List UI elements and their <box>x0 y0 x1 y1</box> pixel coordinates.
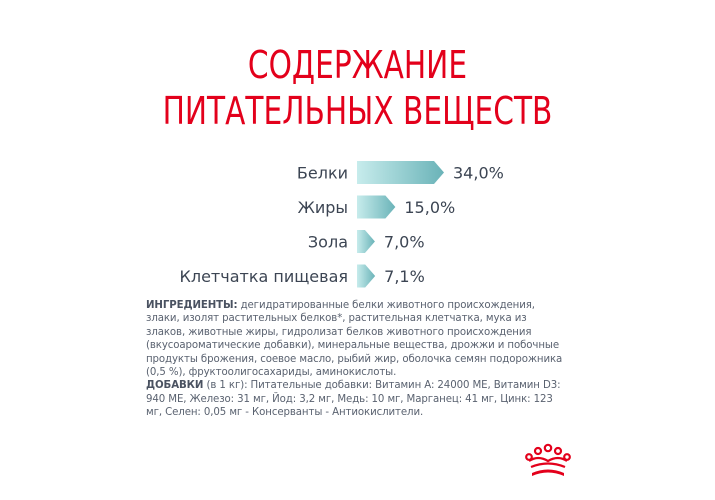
page-title-line-1: СОДЕРЖАНИЕ <box>247 43 468 87</box>
bar <box>357 161 444 184</box>
additives-heading: ДОБАВКИ <box>146 380 204 392</box>
ingredients-text: дегидратированные белки животного происхождения, злаки, изолят растительных белков*, растительная клетчатка, мука из злаков, животные жиры, гидролизат белков животного происхождения (вкусоароматические добавки), минеральные вещества, дрожжи и побочные продукты брожения, соевое масло, рыбий жир, оболочка семян подорожника (0,5 %), фруктоолигосахариды, аминокислоты. <box>146 300 563 379</box>
ingredients-paragraph <box>146 299 566 379</box>
value-label: 34,0% <box>453 163 504 183</box>
category-label: Зола <box>307 232 348 252</box>
category-label: Белки <box>296 163 348 183</box>
bar <box>357 265 375 288</box>
bar <box>357 230 375 253</box>
category-label: Жиры <box>297 198 348 217</box>
ingredients-block <box>146 299 566 420</box>
additives-paragraph <box>146 379 566 419</box>
page-title-line-2: ПИТАТЕЛЬНЫХ ВЕЩЕСТВ <box>162 89 553 133</box>
value-label: 15,0% <box>404 198 456 217</box>
crown-icon <box>519 440 577 480</box>
bar <box>357 196 395 219</box>
additives-text: (в 1 кг): Питательные добавки: Витамин A: 24000 МЕ, Витамин D3: 940 МЕ, Железо: 31 мг, Йод: 3,2 мг, Медь: 10 мг, Марганец: 41 мг, Цинк: 123 мг, Селен: 0,05 мг - Консерванты - Антиокислители. <box>146 380 561 419</box>
value-label: 7,0% <box>383 232 425 252</box>
category-label: Клетчатка пищевая <box>179 267 348 286</box>
value-label: 7,1% <box>384 267 425 286</box>
ingredients-heading: ИНГРЕДИЕНТЫ: <box>146 300 238 311</box>
